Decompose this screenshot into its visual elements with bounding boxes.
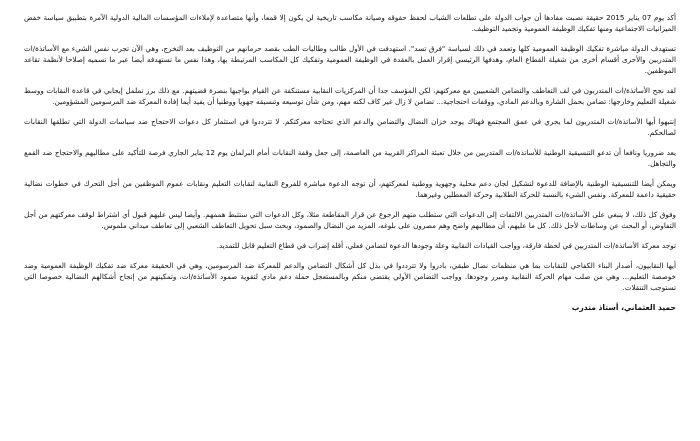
- author-signature: حميد العثماني، أستاذ متدرب: [571, 303, 676, 312]
- paragraph-2: تستهدف الدولة مباشرة تفكيك الوظيفة العمومية كلها وتعمد في ذلك لسياسة "فرق تسد". استهدفت في الأول طالب وطالبات الطب بقصد حرمانهم من التوظيف بعد التخرج، وهي الآن تجرب نفس الشيء مع الأساتذة/ات المتدربين والأحرى أقسام أخرى من شغيلة القطاع العام، وهدفها الرئيسي إقرار العمل بالعقدة في الوظيفة العمومية وتفكيك كل المكاسب المرتبطة بها، وهذا نفس ما تستهدفه أيضا عبر ما تسميه إصلاحا لأنظمة تقاعد الموظفين.: [24, 44, 676, 75]
- paragraph-3: لقد نجح الأساتذة/ات المتدربون في لف التعاطف والتضامن الشعبيين مع معركتهم، لكن المؤسف جدا أن المركزيات النقابية مستنكفة عن القيام بواجبها بنصرة قضيتهم. مع ذلك برز تململ إيجابي في قاعدة النقابات ووسط شغيلة التعليم وخارجها: تضامن بحمل الشارة وبالدعم المادي، ووقفات احتجاجية... تضامن لا زال غير كاف لكنه مهم، ومن شأن توسيعه وتنسيقه جهويا ووطنيا أن يفيد أيما إفادة المعركة ضد المرسومين المشؤومين.: [24, 86, 676, 106]
- paragraph-1: أكد يوم 07 يناير 2015 حقيقة نصبت مفادها أن جواب الدولة على تطلعات الشباب لحفظ حقوقه وصيانة مكاسب تاريخية لن يكون إلا قمعا، وأنها متصاعدة لإملاءات المؤسسات المالية الدولية الآمرة بتطبيق سياسة خفض الميزانيات الاجتماعية ومنها تفكيك الوظيفة العمومية وتجميد التوظيف.: [24, 13, 676, 33]
- paragraph-5: يعد ضروريا ونافعا أن تدعو التنسيقية الوطنية للأساتذة/ات المتدربين من خلال تعبئة المراكز القريبة من العاصمة، إلى جعل وقفة النقابات أمام البرلمان يوم 12 يناير الجاري فرصة للتأكيد على مطالبهم والاحتجاج ضد القمع والتجاهل.: [24, 148, 676, 168]
- paragraph-4: إنتبهوا أيها الأساتذة/ات المتدربون لما يجري في عمق المجتمع فهناك يوجد خزان النضال والتضامن والدعم الذي تحتاجه معركتكم. لا تترددوا في استثمار كل دعوات الاحتجاج ضد سياسات الدولة التي تطلقها النقابات لصالحكم.: [24, 117, 676, 137]
- paragraph-9: أيها النقابيون، أصدار البناء الكفاحي للنقابات بما هي منظمات نضال طبقي، بادروا ولا تترددوا في بذل كل أشكال التضامن والدعم للمعركة ضد المرسومين، وهي في الحقيقة معركة ضد تفكيك الوظيفة العمومية وضد خوصصة التعليم... وهي من صلب مهام الحركة النقابية ومبرر وجودها. وواجب التضامن الأولي يقتضي منكم وبالمستعجل حملة دعم مادي لتقوية صمود الأساتذة/ات، وتمكينهم من إنجاح أشكالهم النضالية خصوصا التي تستوجب التنقلات.: [24, 261, 676, 292]
- paragraph-7: وفوق كل ذلك، لا ينبغي على الأساتذة/ات المتدربين الالتفات إلى الدعوات التي ستطلب منهم الرجوع عن قرار المقاطعة مثلا، وكل الدعوات التي ستثبط هممهم. وأيضا ليس عليهم قبول أي اشتراط لوقف معركتهم من أجل التفاوض، أو البحث عن وساطات لأجل ذلك. كل ما عليهم، أن مطالبهم واضح وهم مصرون على بلوغه، المزيد من النضال والصمود، وبحث سبل تحويل التعاطف الشعبي إلى تعاطف ميداني ملموس.: [24, 210, 676, 230]
- paragraph-8: توجد معركة الأساتذة/ات المتدربين في لحظة فارقة، وواجب القيادات النقابية وعلة وجودها الدعوة لتضامن فعلي، أقله إضراب في قطاع التعليم قابل للتمديد.: [216, 241, 676, 250]
- paragraph-6: ويمكن أيضا للتنسيقية الوطنية بالإضافة للدعوة لتشكيل لجان دعم محلية وجهوية ووطنية لمعركتهم، أن توجه الدعوة مباشرة للفروع النقابية لنقابات التعليم ونقابات عموم الموظفين من أجل التحرك في خطوات نضالية حقيقية داعمة للمعركة. ونفس الشيء بالنسبة للحركة الطلابية وحركة المعطلين وغيرهما.: [24, 179, 676, 199]
